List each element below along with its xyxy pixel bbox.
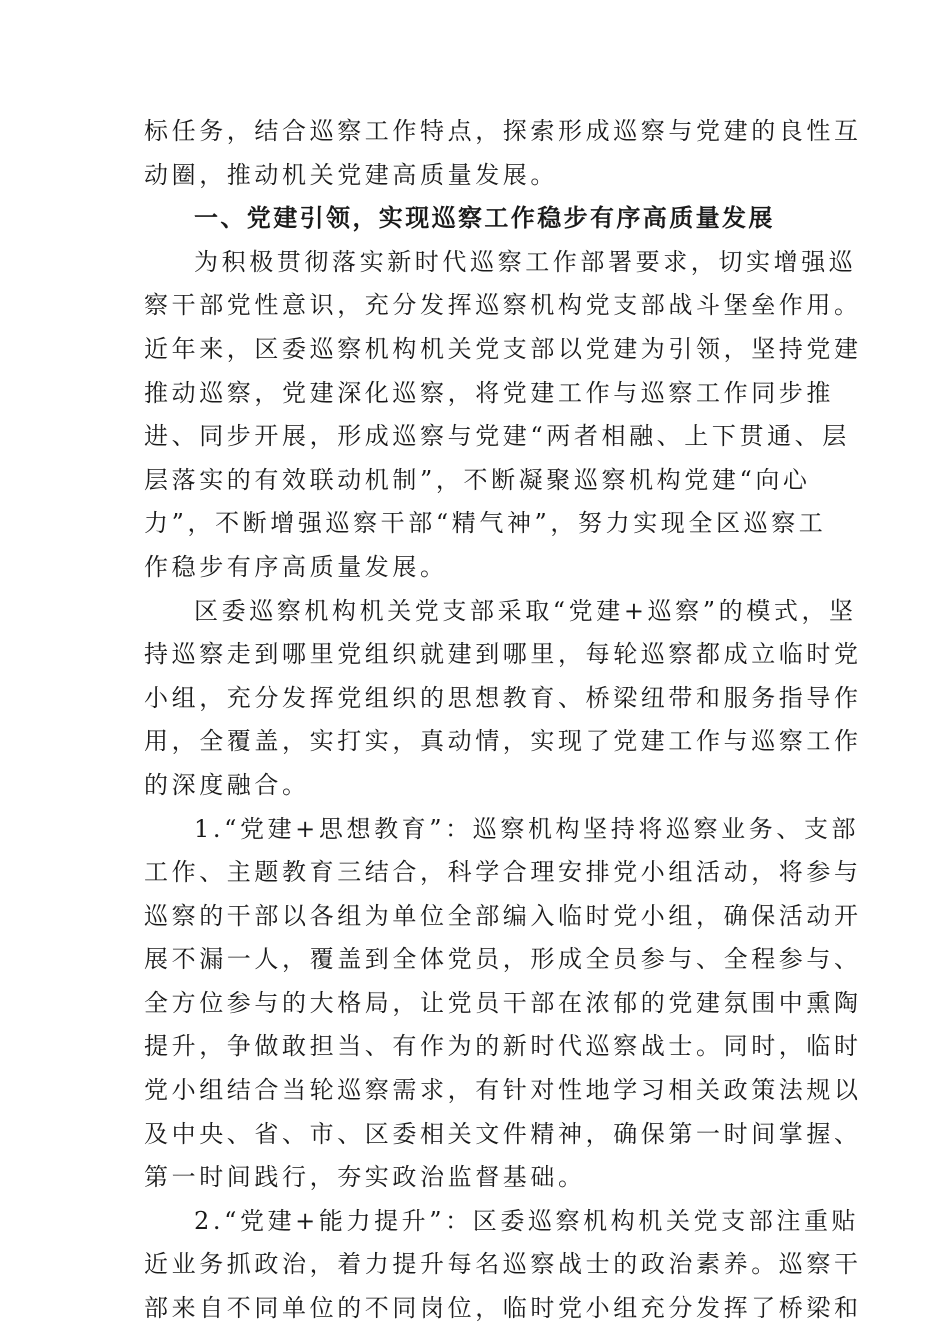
paragraph-line: 标任务，结合巡察工作特点，探索形成巡察与党建的良性互 (144, 117, 862, 145)
paragraph-line: 巡察的干部以各组为单位全部编入临时党小组，确保活动开 (144, 901, 862, 930)
paragraph-line: 层落实的有效联动机制”，不断凝聚巡察机构党建“向心 (144, 465, 811, 494)
paragraph-line: 1.“党建+思想教育”：巡察机构坚持将巡察业务、支部 (194, 814, 860, 843)
paragraph-line: 近年来，区委巡察机构机关党支部以党建为引领，坚持党建 (144, 334, 862, 363)
paragraph-line: 2.“党建+能力提升”：区委巡察机构机关党支部注重贴 (194, 1206, 860, 1235)
paragraph-line: 的深度融合。 (144, 770, 310, 799)
paragraph-line: 近业务抓政治，着力提升每名巡察战士的政治素养。巡察干 (144, 1250, 862, 1279)
paragraph-line: 第一时间践行，夯实政治监督基础。 (144, 1163, 586, 1192)
paragraph-line: 推动巡察，党建深化巡察，将党建工作与巡察工作同步推 (144, 378, 834, 407)
paragraph-line: 动圈，推动机关党建高质量发展。 (144, 160, 558, 189)
paragraph-line: 工作、主题教育三结合，科学合理安排党小组活动，将参与 (144, 858, 862, 887)
paragraph-line: 为积极贯彻落实新时代巡察工作部署要求，切实增强巡 (194, 247, 857, 276)
paragraph-line: 提升，争做敢担当、有作为的新时代巡察战士。同时，临时 (144, 1032, 862, 1061)
document-body (144, 110, 862, 1331)
paragraph-line: 察干部党性意识，充分发挥巡察机构党支部战斗堡垒作用。 (144, 291, 862, 320)
paragraph-line: 全方位参与的大格局，让党员干部在浓郁的党建氛围中熏陶 (144, 988, 862, 1017)
paragraph-line: 部来自不同单位的不同岗位，临时党小组充分发挥了桥梁和 (144, 1294, 862, 1323)
paragraph-line: 作稳步有序高质量发展。 (144, 552, 448, 581)
paragraph-line: 区委巡察机构机关党支部采取“党建+巡察”的模式，坚 (194, 596, 857, 625)
paragraph-line: 力”，不断增强巡察干部“精气神”，努力实现全区巡察工 (144, 509, 827, 538)
paragraph-line: 用，全覆盖，实打实，真动情，实现了党建工作与巡察工作 (144, 727, 862, 756)
paragraph-line: 及中央、省、市、区委相关文件精神，确保第一时间掌握、 (144, 1119, 862, 1148)
paragraph-line: 党小组结合当轮巡察需求，有针对性地学习相关政策法规以 (144, 1076, 862, 1105)
paragraph-line: 小组，充分发挥党组织的思想教育、桥梁纽带和服务指导作 (144, 683, 862, 712)
paragraph-line: 进、同步开展，形成巡察与党建“两者相融、上下贯通、层 (144, 422, 850, 451)
paragraph-line: 展不漏一人，覆盖到全体党员，形成全员参与、全程参与、 (144, 945, 862, 974)
paragraph-line: 持巡察走到哪里党组织就建到哪里，每轮巡察都成立临时党 (144, 640, 862, 669)
section-heading: 一、党建引领，实现巡察工作稳步有序高质量发展 (194, 204, 775, 233)
